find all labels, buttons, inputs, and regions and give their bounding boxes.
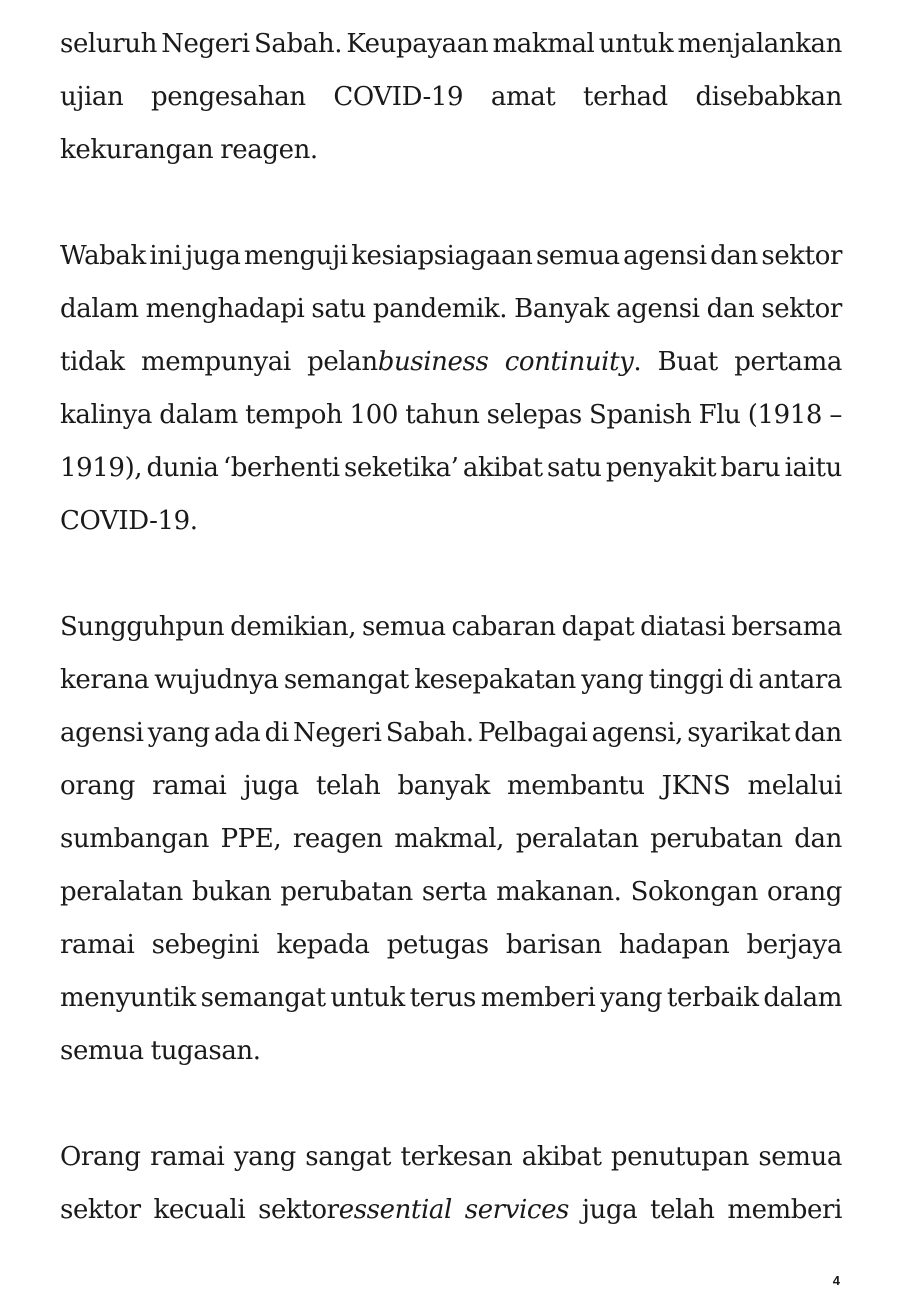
word: pertama	[734, 347, 842, 377]
word: memberi	[727, 1195, 842, 1225]
word: Sokongan	[630, 877, 758, 907]
word: semangat	[283, 665, 409, 695]
word: Negeri	[292, 718, 382, 748]
word: ramai	[60, 930, 135, 960]
line-words	[60, 495, 842, 548]
word: baru	[720, 453, 781, 483]
word: terus	[409, 983, 476, 1013]
word: 100	[349, 400, 398, 430]
text-line	[60, 124, 842, 177]
word: tinggi	[648, 665, 724, 695]
word	[465, 1184, 569, 1237]
word: di	[264, 718, 289, 748]
text-line	[60, 866, 842, 919]
text-line	[60, 601, 842, 654]
word: dalam	[159, 400, 238, 430]
word: cabaran	[451, 612, 556, 642]
word: penyakit	[605, 453, 717, 483]
word: orang	[766, 877, 842, 907]
word: ramai	[152, 771, 227, 801]
paragraph-3	[60, 601, 842, 1078]
word: juga	[243, 771, 299, 801]
word: yang	[600, 983, 663, 1013]
word: sektoressential	[258, 1195, 452, 1225]
word: terkesan	[400, 1142, 513, 1172]
word: kepada	[276, 930, 370, 960]
word: agensi	[60, 718, 144, 748]
line-words	[60, 866, 842, 919]
line-words	[60, 283, 842, 336]
word: telah	[315, 771, 381, 801]
word: dunia	[146, 453, 219, 483]
word: hadapan	[618, 930, 730, 960]
word: berjaya	[746, 930, 842, 960]
word: Spanish	[589, 400, 692, 430]
word: iaitu	[784, 453, 842, 483]
word: orang	[60, 771, 135, 801]
word: agensi	[616, 294, 700, 324]
word: menguji	[243, 241, 348, 271]
word: menghadapi	[145, 294, 305, 324]
word: perubatan	[280, 877, 413, 907]
word: serta	[421, 877, 488, 907]
word: barisan	[505, 930, 602, 960]
text-line	[60, 389, 842, 442]
line-words	[60, 18, 842, 71]
word: diatasi	[640, 612, 726, 642]
line-words	[60, 71, 842, 124]
word: pelanbusiness	[307, 347, 489, 377]
word: membantu	[506, 771, 645, 801]
word: sangat	[305, 1142, 392, 1172]
word: makmal	[492, 29, 595, 59]
word: Sabah.	[385, 718, 474, 748]
word: untuk	[598, 29, 674, 59]
line-words	[60, 1025, 842, 1078]
word: semua	[758, 1142, 842, 1172]
word: yang	[233, 1142, 296, 1172]
word: pengesahan	[151, 82, 306, 112]
text-line	[60, 18, 842, 71]
word: mempunyai	[141, 347, 291, 377]
text-line	[60, 71, 842, 124]
word: yang	[147, 718, 210, 748]
text-line	[60, 1131, 842, 1184]
word: menyuntik	[60, 983, 196, 1013]
line-words	[60, 442, 842, 495]
word: Flu	[698, 400, 741, 430]
word: semangat	[200, 983, 326, 1013]
word: menjalankan	[677, 29, 842, 59]
word: Pelbagai	[477, 718, 588, 748]
word: Sungguhpun	[60, 612, 225, 642]
word: agensi	[623, 241, 707, 271]
word: dalam	[763, 983, 842, 1013]
word: semua	[361, 612, 446, 642]
word: dan	[710, 241, 758, 271]
word: disebabkan	[695, 82, 842, 112]
line-words	[60, 230, 842, 283]
word: penutupan	[610, 1142, 749, 1172]
word: peralatan	[515, 824, 639, 854]
word: kalinya	[60, 400, 153, 430]
text-line	[60, 495, 842, 548]
paragraph-2	[60, 230, 842, 548]
word: semua	[60, 1036, 144, 1066]
word: terhad	[583, 82, 668, 112]
word: sektor	[60, 1195, 141, 1225]
text-line	[60, 442, 842, 495]
word: (1918	[747, 400, 823, 430]
word: amat	[490, 82, 556, 112]
word: tugasan.	[150, 1036, 261, 1066]
word: ‘berhenti	[222, 453, 340, 483]
word: sektor	[761, 294, 842, 324]
word: pandemik.	[372, 294, 508, 324]
word: memberi	[480, 983, 596, 1013]
italic-text: continuity	[504, 347, 634, 377]
line-words	[60, 919, 842, 972]
word: tahun	[405, 400, 480, 430]
word: untuk	[330, 983, 405, 1013]
text-line	[60, 707, 842, 760]
word: continuity.	[504, 347, 642, 377]
text-line	[60, 283, 842, 336]
word: akibat	[521, 1142, 602, 1172]
word: seluruh	[60, 29, 157, 59]
word: Sabah.	[254, 29, 343, 59]
line-words	[60, 1131, 842, 1184]
word: melalui	[747, 771, 842, 801]
word: yang	[581, 665, 644, 695]
line-words	[60, 336, 842, 389]
word: akibat	[462, 453, 543, 483]
text-line	[60, 654, 842, 707]
word: agensi,	[591, 718, 684, 748]
page-number: 4	[832, 1273, 840, 1288]
word: dan	[794, 718, 842, 748]
word: sebegini	[151, 930, 260, 960]
text-line	[60, 919, 842, 972]
word: reagen	[292, 824, 383, 854]
word: terbaik	[666, 983, 759, 1013]
word: demikian,	[230, 612, 357, 642]
word: petugas	[386, 930, 489, 960]
word: satu	[311, 294, 366, 324]
word: tidak	[60, 347, 125, 377]
word: ujian	[60, 82, 124, 112]
word: bersama	[731, 612, 842, 642]
word: dan	[706, 294, 755, 324]
line-words	[60, 813, 842, 866]
word: makanan.	[496, 877, 622, 907]
word: tempoh	[245, 400, 343, 430]
word: ramai	[150, 1142, 225, 1172]
word: ada	[213, 718, 261, 748]
line-words	[60, 654, 842, 707]
text-line	[60, 760, 842, 813]
word: banyak	[397, 771, 490, 801]
word: dapat	[561, 612, 635, 642]
word: kesiapsiagaan	[351, 241, 533, 271]
text-line	[60, 813, 842, 866]
word: sumbangan	[60, 824, 209, 854]
word: semua	[535, 241, 620, 271]
word: Negeri	[161, 29, 250, 59]
word: wujudnya	[154, 665, 279, 695]
word: perubatan	[650, 824, 783, 854]
word: ini	[149, 241, 182, 271]
word: selepas	[486, 400, 582, 430]
line-words	[60, 760, 842, 813]
text-line-with-italic	[60, 336, 842, 389]
word: antara	[758, 665, 842, 695]
word: kesepakatan	[414, 665, 576, 695]
word: Orang	[60, 1142, 141, 1172]
word: sektor	[761, 241, 842, 271]
word: PPE,	[220, 824, 282, 854]
word: dalam	[60, 294, 139, 324]
word: juga	[581, 1195, 638, 1225]
word: JKNS	[661, 771, 731, 801]
text-line	[60, 972, 842, 1025]
word: kekurangan	[60, 135, 214, 165]
italic-text: essential	[338, 1195, 452, 1225]
word: juga	[185, 241, 241, 271]
word: Wabak	[60, 241, 146, 271]
word: Banyak	[514, 294, 610, 324]
line-words	[60, 601, 842, 654]
word: seketika’	[343, 453, 459, 483]
word: COVID-19	[333, 82, 464, 112]
line-words	[60, 124, 842, 177]
line-words	[60, 707, 842, 760]
word: telah	[650, 1195, 715, 1225]
word: satu	[547, 453, 602, 483]
italic-text: services	[464, 1195, 570, 1225]
word: reagen.	[220, 135, 318, 165]
word: COVID-19.	[60, 506, 198, 536]
word: kecuali	[153, 1195, 246, 1225]
word: peralatan	[60, 877, 183, 907]
line-words	[60, 389, 842, 442]
word: di	[728, 665, 753, 695]
word: –	[829, 400, 842, 430]
word: 1919),	[60, 453, 143, 483]
word: Keupayaan	[346, 29, 489, 59]
line-words	[60, 1184, 842, 1237]
italic-text: business	[377, 347, 489, 377]
word: Buat	[657, 347, 718, 377]
word: dan	[794, 824, 842, 854]
paragraph-1	[60, 18, 842, 177]
text-line	[60, 1025, 842, 1078]
word: bukan	[191, 877, 272, 907]
word: kerana	[60, 665, 149, 695]
word: syarikat	[687, 718, 790, 748]
text-line	[60, 230, 842, 283]
text-line-with-italic	[60, 1184, 842, 1237]
paragraph-4	[60, 1131, 842, 1237]
word: makmal,	[394, 824, 505, 854]
line-words	[60, 972, 842, 1025]
